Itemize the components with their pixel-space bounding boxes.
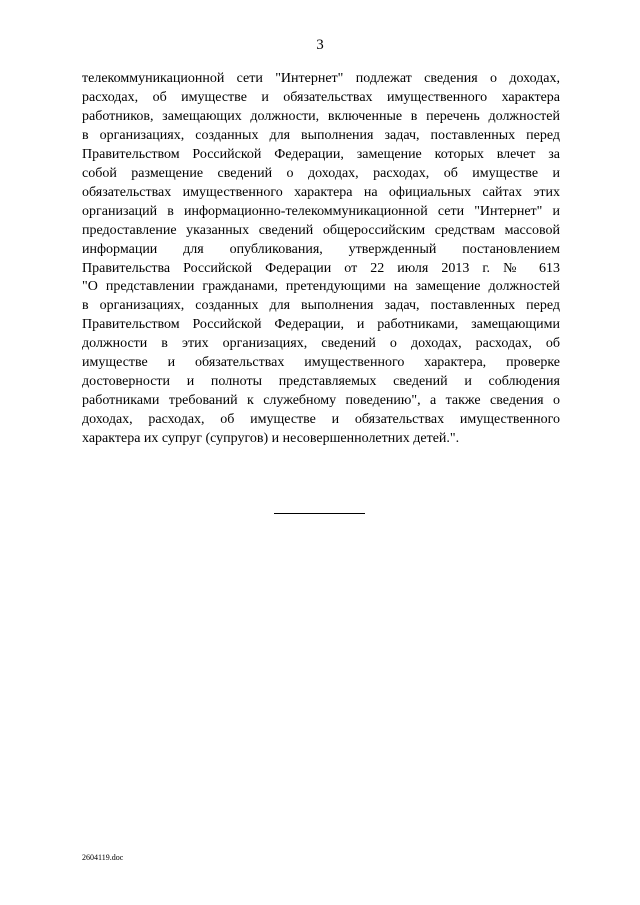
end-of-text-rule bbox=[274, 513, 365, 514]
text-line: Правительством Российской Федерации, замещение которых влечет за bbox=[82, 146, 560, 162]
text-line: собой размещение сведений о доходах, расходах, об имуществе и bbox=[82, 165, 560, 181]
text-line: работников, замещающих должности, включенные в перечень должностей bbox=[82, 108, 560, 124]
text-line: должности в этих организациях, сведений о доходах, расходах, об bbox=[82, 336, 560, 352]
text-line: в организациях, созданных для выполнения задач, поставленных перед bbox=[82, 127, 560, 143]
text-line: организаций в информационно-телекоммуникационной сети "Интернет" и bbox=[82, 203, 560, 219]
text-line: "О представлении гражданами, претендующими на замещение должностей bbox=[82, 279, 560, 295]
text-line: телекоммуникационной сети "Интернет" подлежат сведения о доходах, bbox=[82, 71, 560, 86]
text-line: расходах, об имуществе и обязательствах имущественного характера bbox=[82, 89, 560, 105]
text-line: информации для опубликования, утвержденный постановлением bbox=[82, 241, 560, 257]
text-line: доходах, расходах, об имуществе и обязательствах имущественного bbox=[82, 412, 560, 428]
body-paragraph bbox=[82, 70, 560, 449]
text-line: Правительства Российской Федерации от 22 июля 2013 г. № 613 bbox=[82, 260, 560, 276]
text-line: Правительством Российской Федерации, и работниками, замещающими bbox=[82, 317, 560, 333]
text-line: предоставление указанных сведений общероссийским средствам массовой bbox=[82, 222, 560, 238]
text-line: достоверности и полноты представляемых сведений и соблюдения bbox=[82, 374, 560, 390]
text-line: характера их супруг (супругов) и несовершеннолетних детей.". bbox=[82, 431, 460, 447]
text-line: работниками требований к служебному поведению", а также сведения о bbox=[82, 393, 560, 409]
text-line: имуществе и обязательствах имущественного характера, проверке bbox=[82, 355, 560, 371]
text-line: обязательствах имущественного характера на официальных сайтах этих bbox=[82, 184, 560, 200]
page-number: 3 bbox=[316, 37, 324, 53]
text-line: в организациях, созданных для выполнения задач, поставленных перед bbox=[82, 298, 560, 314]
document-file-code: 2604119.doc bbox=[82, 853, 124, 862]
